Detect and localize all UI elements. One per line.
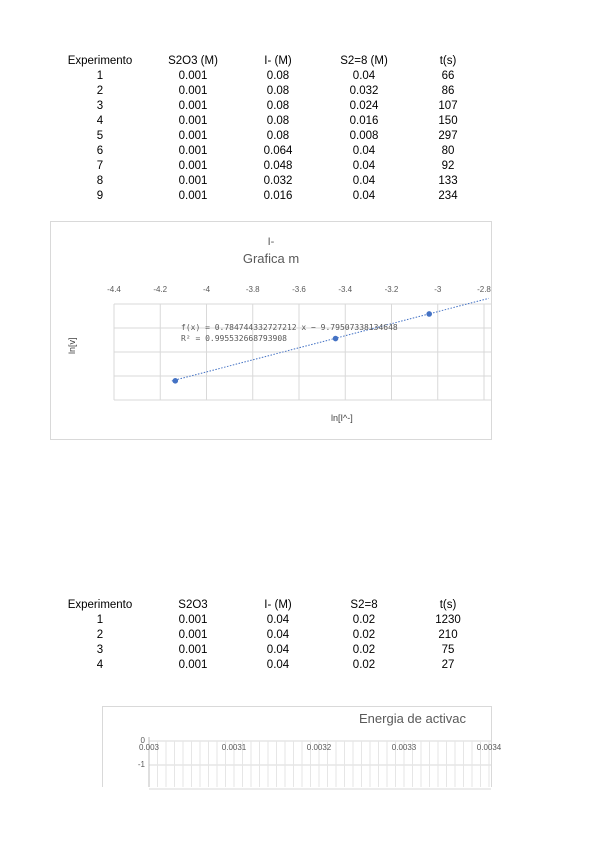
table-cell: 66 xyxy=(441,70,455,82)
table-cell: 0.04 xyxy=(266,614,290,626)
table-cell: 6 xyxy=(96,145,104,157)
table-header-cell: I- (M) xyxy=(264,599,292,611)
table-cell: 0.001 xyxy=(178,130,208,142)
y-axis-label: ln[v] xyxy=(67,337,77,354)
table-cell: 0.08 xyxy=(266,85,290,97)
table-cell: 0.001 xyxy=(178,85,208,97)
table-cell: 0.04 xyxy=(266,629,290,641)
x-tick-label: 0.0032 xyxy=(306,743,332,752)
x-tick-label: -3.8 xyxy=(245,285,260,294)
chart-energia-activacion xyxy=(102,706,502,787)
table-cell: 0.04 xyxy=(266,659,290,671)
table-header-cell: t(s) xyxy=(439,599,457,611)
table-cell: 0.064 xyxy=(263,145,293,157)
table-cell: 0.001 xyxy=(178,115,208,127)
table-cell: 0.08 xyxy=(266,115,290,127)
table-cell: 210 xyxy=(438,629,458,641)
table-cell: 0.04 xyxy=(266,644,290,656)
table-cell: 9 xyxy=(96,190,104,202)
table-cell: 0.032 xyxy=(349,85,379,97)
table-cell: 0.02 xyxy=(352,629,376,641)
table-cell: 0.02 xyxy=(352,614,376,626)
table-cell: 0.04 xyxy=(352,145,376,157)
trendline-equation: f(x) = 0.784744332727212 x − 9.79507338134648 xyxy=(181,323,398,332)
table-header-cell: S2O3 xyxy=(178,599,208,611)
table-cell: 0.001 xyxy=(178,145,208,157)
table-cell: 0.001 xyxy=(178,659,208,671)
table-cell: 0.001 xyxy=(178,629,208,641)
table-cell: 0.04 xyxy=(352,70,376,82)
table-cell: 234 xyxy=(438,190,458,202)
table-cell: 0.02 xyxy=(352,659,376,671)
table-cell: 0.04 xyxy=(352,175,376,187)
table-cell: 0.016 xyxy=(263,190,293,202)
table-cell: 2 xyxy=(96,85,104,97)
table-cell: 27 xyxy=(441,659,455,671)
x-tick-label: 0.0034 xyxy=(476,743,502,752)
table-cell: 0.001 xyxy=(178,190,208,202)
table-cell: 8 xyxy=(96,175,104,187)
x-tick-label: -3.6 xyxy=(292,285,306,294)
table-cell: 0.001 xyxy=(178,160,208,172)
table-cell: 0.048 xyxy=(263,160,293,172)
table-cell: 0.001 xyxy=(178,614,208,626)
table-cell: 0.08 xyxy=(266,70,290,82)
table-cell: 0.02 xyxy=(352,644,376,656)
x-axis-label: ln[I^-] xyxy=(331,413,353,423)
table-header-cell: S2=8 xyxy=(350,599,378,611)
table-cell: 0.001 xyxy=(178,70,208,82)
table-cell: 0.024 xyxy=(349,100,379,112)
table-cell: 80 xyxy=(441,145,455,157)
chart2-title: Energia de activac xyxy=(359,711,466,726)
table-cell: 1 xyxy=(96,70,104,82)
x-tick-label: 0.003 xyxy=(138,743,160,752)
table-header-cell: I- (M) xyxy=(264,55,292,67)
table-cell: 0.04 xyxy=(352,160,376,172)
table-cell: 0.016 xyxy=(349,115,379,127)
data-point xyxy=(333,336,339,342)
x-tick-label: 0.0033 xyxy=(391,743,417,752)
table-header-cell: S2=8 (M) xyxy=(340,55,388,67)
trendline-r2: R² = 0.995532668793908 xyxy=(181,334,287,343)
table-cell: 0.08 xyxy=(266,100,290,112)
table-cell: 5 xyxy=(96,130,104,142)
x-tick-label: -3.4 xyxy=(338,285,353,294)
y-tick-label: -1 xyxy=(137,760,145,769)
y-tick-label: 0 xyxy=(140,736,145,745)
table-cell: 0.001 xyxy=(178,100,208,112)
table-cell: 0.032 xyxy=(263,175,293,187)
x-tick-label: -2.8 xyxy=(477,285,491,294)
table-cell: 0.001 xyxy=(178,175,208,187)
table-cell: 3 xyxy=(96,644,104,656)
table-cell: 3 xyxy=(96,100,104,112)
x-tick-label: -4.2 xyxy=(153,285,168,294)
table-cell: 297 xyxy=(438,130,458,142)
table-cell: 107 xyxy=(438,100,458,112)
x-tick-label: -3 xyxy=(434,285,442,294)
table-cell: 0.04 xyxy=(352,190,376,202)
table-cell: 133 xyxy=(438,175,458,187)
table-header-cell: Experimento xyxy=(67,55,133,67)
table-header-cell: S2O3 (M) xyxy=(168,55,218,67)
table-cell: 75 xyxy=(441,644,455,656)
chart-title: I- xyxy=(267,236,275,248)
table-cell: 0.08 xyxy=(266,130,290,142)
table-cell: 4 xyxy=(96,659,104,671)
x-tick-label: 0.0031 xyxy=(221,743,247,752)
data-point xyxy=(426,311,432,317)
chart-grafica-m xyxy=(50,221,492,440)
x-tick-label: -3.2 xyxy=(384,285,399,294)
table-cell: 2 xyxy=(96,629,104,641)
table-header-cell: Experimento xyxy=(67,599,133,611)
x-tick-label: -4 xyxy=(202,285,211,294)
table-cell: 4 xyxy=(96,115,104,127)
chart2-plot xyxy=(103,707,502,787)
table-cell: 92 xyxy=(441,160,455,172)
table-cell: 0.008 xyxy=(349,130,379,142)
table-cell: 1230 xyxy=(435,614,461,626)
x-tick-label: -4.4 xyxy=(107,285,121,294)
table-cell: 1 xyxy=(96,614,104,626)
chart-subtitle: Grafica m xyxy=(242,251,300,266)
table-cell: 150 xyxy=(438,115,458,127)
table-cell: 7 xyxy=(96,160,104,172)
table-header-cell: t(s) xyxy=(439,55,457,67)
table-cell: 0.001 xyxy=(178,644,208,656)
data-point xyxy=(172,378,178,384)
table-cell: 86 xyxy=(441,85,455,97)
